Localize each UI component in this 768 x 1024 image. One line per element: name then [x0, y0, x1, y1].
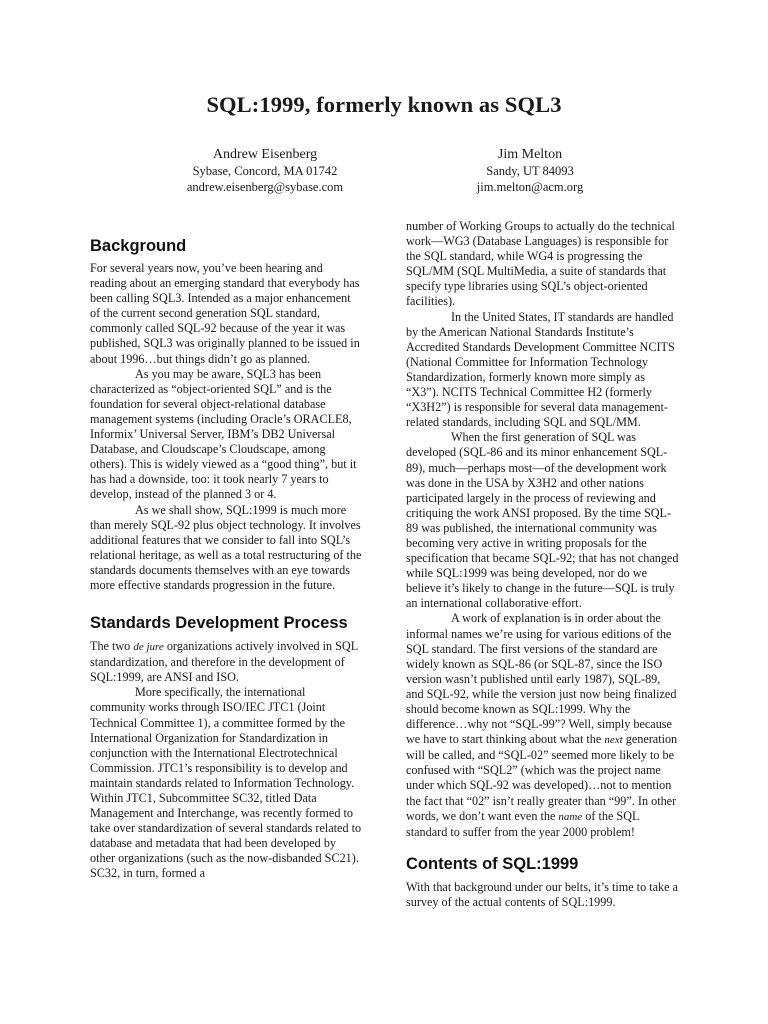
paper-title: SQL:1999, formerly known as SQL3 — [206, 92, 562, 117]
body-paragraph: For several years now, you’ve been hearing and reading about an emerging standard that everybody has been calling SQL3. Intended as a major enhancement of the current second generation SQL standard, commonly called SQL-92 because of the year it was published, SQL3 was originally planned to be issued in about 1996…but things didn’t go as planned. — [90, 261, 360, 366]
body-paragraph-continued: number of Working Groups to actually do the technical work—WG3 (Database Languages) is responsible for the SQL standard, while WG4 is progressing the SQL/MM (SQL MultiMedia, a suite of standards that specify type libraries using SQL’s object-oriented facilities). — [406, 219, 675, 309]
body-paragraph: As you may be aware, SQL3 has been characterized as “object-oriented SQL” and is the foundation for several object-relational database management systems (including Oracle’s ORACLE8, Informix’ Universal Server, IBM’s DB2 Universal Database, and Cloudscape’s Cloudscape, among others). This is widely viewed as a “good thing”, but it has had a downside, too: it took nearly 7 years to develop, instead of the planned 3 or 4. — [90, 366, 357, 502]
body-paragraph: With that background under our belts, it’s time to take a survey of the actual contents of SQL:1999. — [406, 879, 678, 909]
section-heading-background: Background — [90, 237, 187, 255]
author-block-1 — [150, 146, 380, 195]
author-email: andrew.eisenberg@sybase.com — [186, 180, 344, 194]
body-paragraph: In the United States, IT standards are handled by the American National Standards Institute’s Accredited Standards Development Committee NCITS (National Committee for Information Technology Standardization, formerly known more simply as “X3”). NCITS Technical Committee H2 (formerly “X3H2”) is responsible for several data management-related standards, including SQL and SQL/MM. — [406, 309, 675, 430]
author-affiliation: Sandy, UT 84093 — [486, 164, 574, 178]
body-paragraph: More specifically, the international community works through ISO/IEC JTC1 (Joint Technical Committee 1), a committee formed by the International Organization for Standardization in conjunction with the International Electrotechnical Commission. JTC1’s responsibility is to develop and maintain standards related to Information Technology. Within JTC1, Subcommittee SC32, titled Data Management and Interchange, was recently formed to take over standardization of several standards related to database and metadata that had been developed by other organizations (such as the now-disbanded SC21). SC32, in turn, formed a — [90, 685, 362, 881]
author-email: jim.melton@acm.org — [476, 180, 584, 194]
author-block-2 — [430, 146, 630, 195]
text-run: A work of explanation is in order about the informal names we’re using for various editions of the SQL standard. The first versions of the standard are widely known as SQL-86 (or SQL-87, since the ISO version wasn’t published until early 1987), SQL-89, and SQL-92, while the version just now being finalized should become known as SQL:1999. Why the difference…why not “SQL-99”? Well, simply because we have to start thinking about what the — [406, 611, 677, 747]
emphasis-text: name — [558, 810, 583, 823]
author-affiliation: Sybase, Concord, MA 01742 — [192, 164, 338, 178]
section-heading-standards: Standards Development Process — [90, 614, 348, 633]
left-column — [90, 236, 362, 882]
body-paragraph: As we shall show, SQL:1999 is much more than merely SQL-92 plus object technology. It involves additional features that we consider to fall into SQL’s relational heritage, as well as a total restructuring of the standards documents themselves with an eye towards more effective standards progression in the future. — [90, 502, 362, 592]
section-heading-contents: Contents of SQL:1999 — [406, 854, 579, 873]
author-name: Andrew Eisenberg — [212, 147, 318, 162]
body-paragraph: When the first generation of SQL was developed (SQL-86 and its minor enhancement SQL-89), much—perhaps most—of the development work was done in the USA by X3H2 and other nations participated largely in the process of reviewing and critiquing the work ANSI proposed. By the time SQL-89 was published, the international community was becoming very active in writing proposals for the specification that became SQL-92; that has not changed while SQL:1999 was being developed, nor do we believe it’s likely to change in the future—SQL is truly an international collaborative effort. — [406, 430, 679, 611]
body-paragraph — [406, 611, 679, 839]
text-run: generation will be called, and “SQL-02” seemed more likely to be confused with “SQL2” (which was the project name under which SQL-92 was developed)…not to mention the fact that “02” isn’t really greater than “99”. In other words, we don’t want even the — [406, 732, 678, 823]
right-column — [406, 219, 679, 910]
body-paragraph — [90, 639, 362, 685]
text-run: The two — [90, 639, 134, 654]
emphasis-text: de jure — [133, 641, 164, 654]
author-name: Jim Melton — [497, 147, 563, 162]
text-run: organizations actively involved in SQL standardization, and therefore in the development of SQL:1999, are ANSI and ISO. — [90, 639, 358, 685]
emphasis-text: next — [604, 734, 623, 747]
text-run: of the SQL standard to suffer from the year 2000 problem! — [406, 808, 640, 839]
